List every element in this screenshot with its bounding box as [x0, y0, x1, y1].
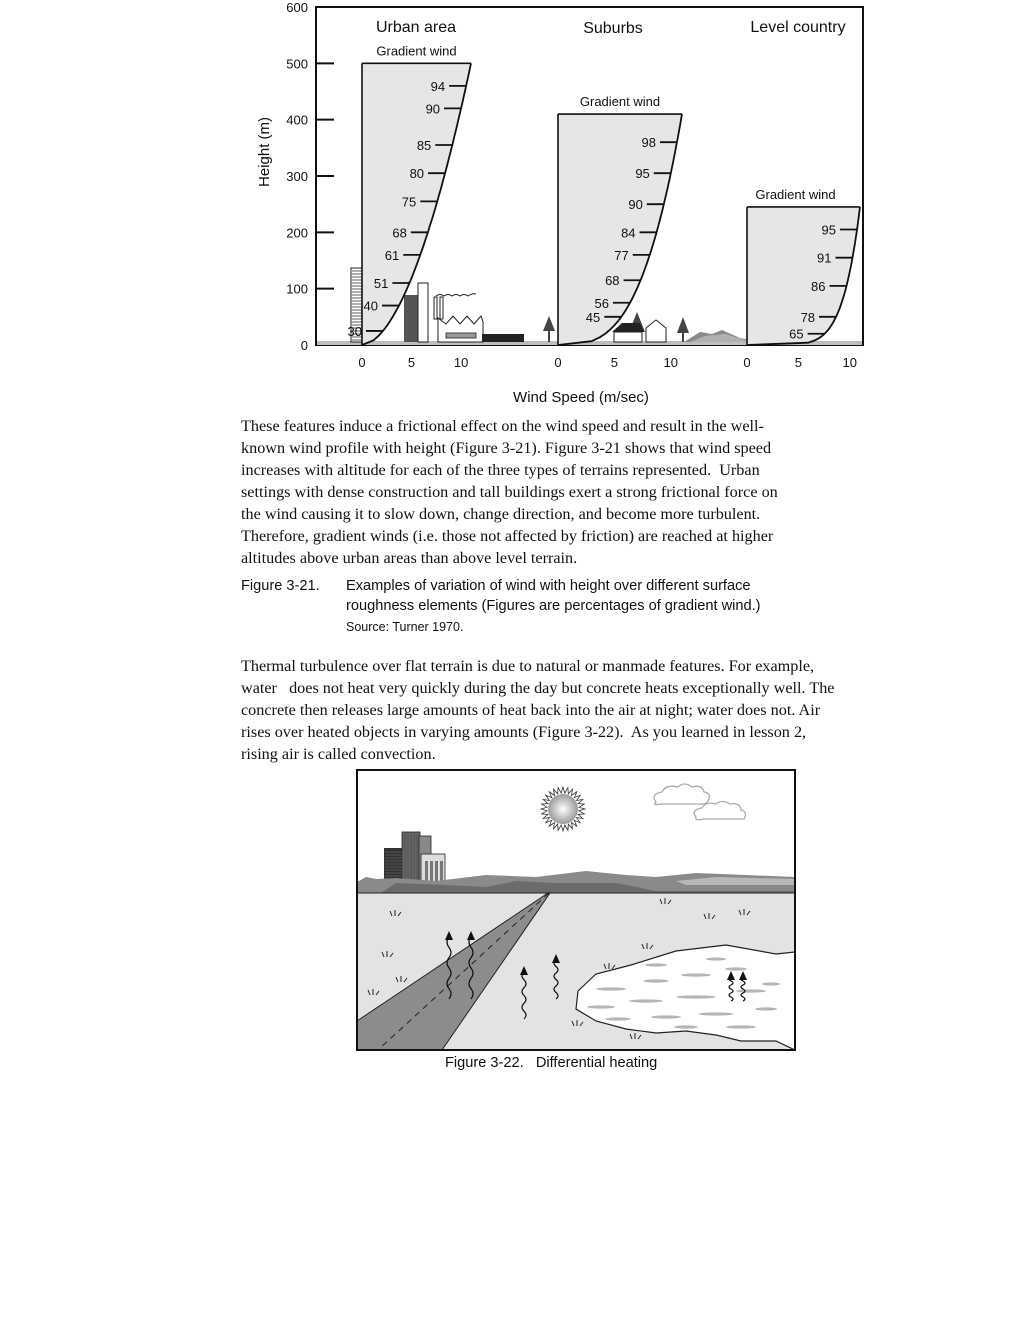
figure-3-21-chart [0, 0, 1024, 410]
ripple [681, 973, 711, 976]
ripple [596, 987, 626, 990]
gradient-wind-label: Gradient wind [755, 186, 836, 202]
percent-label: 61 [384, 247, 400, 263]
y-tick-label: 400 [286, 112, 308, 128]
factory-stack-2 [440, 297, 443, 319]
y-tick-label: 600 [286, 0, 308, 15]
y-tick-label: 500 [286, 56, 308, 72]
x-tick-label: 10 [663, 355, 678, 370]
factory-stack-1 [434, 297, 437, 319]
ripple [605, 1017, 631, 1020]
percent-label: 68 [392, 225, 407, 241]
percent-label: 77 [614, 247, 629, 263]
paragraph-thermal-turbulence [241, 655, 931, 765]
ripple [706, 957, 726, 960]
percent-label: 80 [409, 166, 425, 182]
percent-label: 40 [363, 298, 378, 314]
caption-line: Examples of variation of wind with height over different surface [346, 578, 751, 594]
percent-label: 95 [635, 166, 650, 182]
y-axis-label: Height (m) [256, 116, 273, 188]
x-axis-label: Wind Speed (m/sec) [513, 389, 649, 406]
percent-label: 94 [430, 78, 446, 94]
percent-label: 91 [817, 250, 832, 266]
percent-label: 68 [605, 273, 620, 289]
paragraph-line: concrete then releases large amounts of heat back into the air at night; water does not. Air [241, 701, 821, 719]
house-low [614, 332, 642, 342]
percent-label: 51 [373, 276, 389, 292]
figure-3-21-source: Source: Turner 1970. [346, 620, 464, 634]
ripple [736, 989, 766, 992]
figure-3-21-caption-text [346, 576, 866, 616]
paragraph-line: the wind causing it to slow down, change direction, and become more turbulent. [241, 505, 761, 523]
caption-line: roughness elements (Figures are percentages of gradient wind.) [346, 598, 761, 614]
paragraph-line: water does not heat very quickly during the day but concrete heats exceptionally well. The [241, 679, 835, 697]
panel-suburbs [554, 20, 682, 370]
gradient-wind-label: Gradient wind [579, 94, 661, 110]
paragraph-line: altitudes above urban areas than above level terrain. [241, 549, 578, 567]
house [646, 320, 666, 342]
percent-label: 98 [641, 135, 656, 151]
x-tick-label: 0 [554, 355, 562, 370]
percent-label: 45 [585, 309, 601, 325]
percent-label: 90 [628, 197, 643, 213]
figure-3-22-illustration [356, 769, 796, 1051]
panel-level-country [743, 19, 860, 370]
y-tick-label: 0 [300, 338, 308, 353]
panel-title: Urban area [375, 19, 457, 36]
x-tick-label: 0 [743, 355, 751, 370]
percent-label: 95 [821, 222, 837, 238]
ripple [674, 1025, 698, 1028]
ripple [644, 979, 669, 982]
factory-windows [446, 333, 476, 338]
paragraph-line: Therefore, gradient winds (i.e. those not affected by friction) are reached at higher [241, 527, 774, 545]
y-tick-label: 100 [286, 281, 308, 297]
ripple [755, 1007, 777, 1010]
figure-3-22-caption: Figure 3-22. Differential heating [445, 1055, 658, 1071]
ripple [645, 963, 667, 966]
tree [543, 316, 555, 342]
percent-label: 78 [800, 309, 816, 325]
ripple [762, 982, 780, 985]
paragraph-line: Thermal turbulence over flat terrain is due to natural or manmade features. For example, [241, 657, 815, 675]
profile-area [558, 114, 682, 345]
gradient-wind-label: Gradient wind [376, 43, 457, 59]
y-tick-label: 200 [286, 225, 308, 241]
factory-shed [482, 334, 524, 342]
paragraph-line: rises over heated objects in varying amounts (Figure 3-22). As you learned in lesson 2, [241, 723, 807, 741]
percent-label: 85 [416, 138, 432, 154]
x-tick-label: 0 [358, 355, 366, 370]
tree [677, 317, 689, 342]
urban-building-tall [418, 283, 428, 342]
house-roof [612, 323, 644, 332]
x-tick-label: 5 [610, 355, 618, 370]
percent-label: 86 [811, 278, 826, 294]
x-tick-label: 5 [407, 355, 416, 370]
x-tick-label: 10 [453, 355, 469, 370]
paragraph-line: known wind profile with height (Figure 3-21). Figure 3-21 shows that wind speed [241, 439, 772, 457]
paragraph-line: These features induce a frictional effect on the wind speed and result in the well- [241, 417, 764, 435]
ripple [676, 995, 716, 998]
ripple [629, 999, 663, 1002]
ripple [725, 967, 747, 970]
ripple [651, 1015, 681, 1018]
paragraph-line: increases with altitude for each of the three types of terrains represented. Urban [241, 461, 760, 479]
panel-title: Suburbs [583, 20, 643, 37]
percent-label: 84 [621, 225, 636, 241]
x-tick-label: 10 [842, 355, 857, 370]
y-tick-label: 300 [286, 169, 308, 184]
factory-smoke [436, 294, 476, 296]
y-axis-ticks [286, 0, 334, 353]
paragraph-line: settings with dense construction and tall buildings exert a strong frictional force on [241, 483, 778, 501]
percent-label: 65 [789, 326, 804, 342]
percent-label: 75 [401, 194, 417, 210]
ripple [699, 1012, 734, 1015]
figure-3-21-caption-label: Figure 3-21. [241, 578, 320, 594]
percent-label: 30 [347, 323, 362, 339]
ripple [726, 1025, 756, 1028]
percent-label: 90 [425, 101, 441, 117]
x-tick-label: 5 [794, 355, 802, 370]
paragraph-line: rising air is called convection. [241, 745, 436, 763]
ripple [587, 1005, 615, 1008]
paragraph-wind-profile [241, 415, 931, 569]
panel-title: Level country [750, 19, 846, 36]
percent-label: 56 [594, 295, 610, 311]
urban-building-mid [404, 295, 418, 342]
